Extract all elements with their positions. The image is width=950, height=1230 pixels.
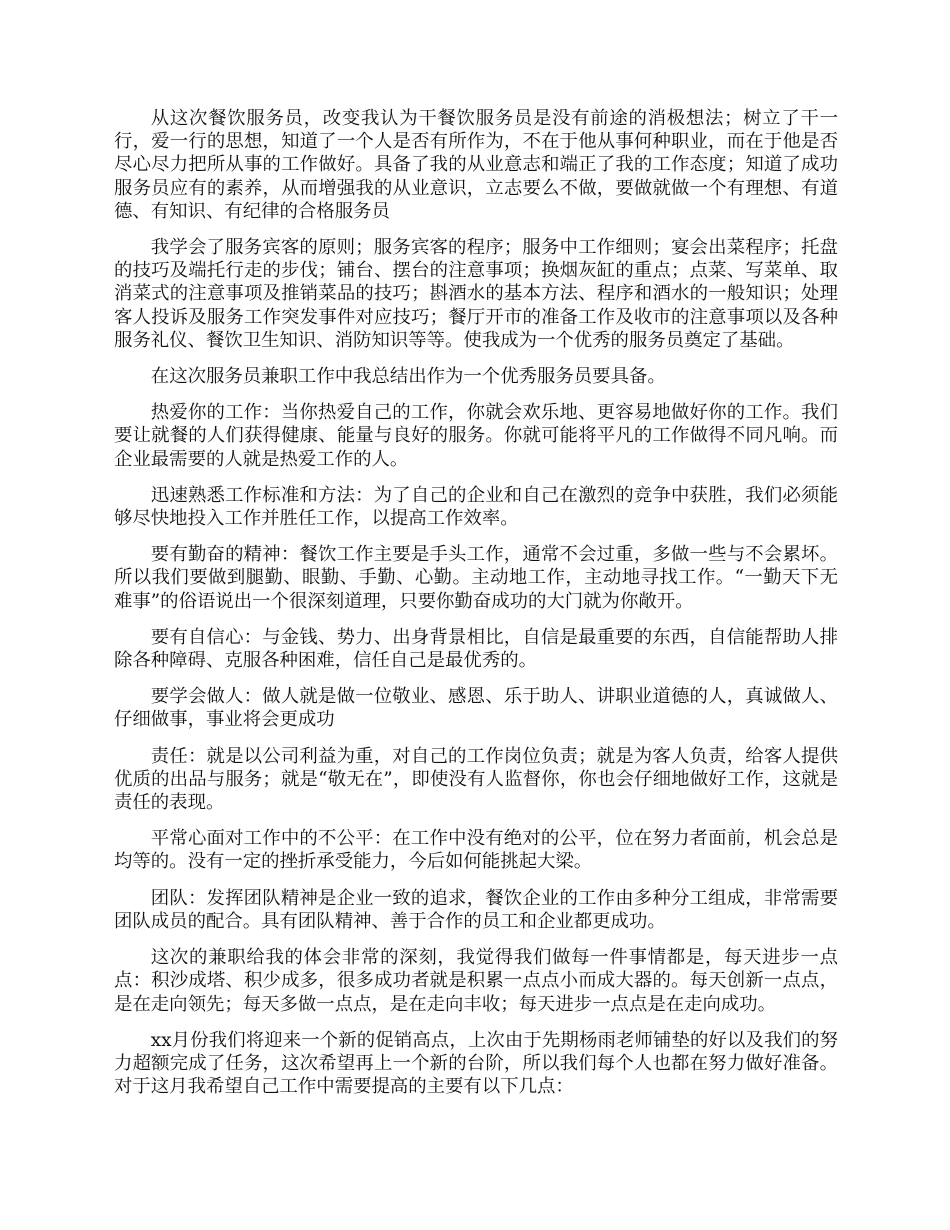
paragraph-11: 团队：发挥团队精神是企业一致的追求，餐饮企业的工作由多种分工组成，非常需要团队成员的配合。具有团队精神、善于合作的员工和企业都更成功。 <box>114 887 838 932</box>
paragraph-9: 责任：就是以公司利益为重，对自己的工作岗位负责；就是为客人负责，给客人提供优质的出品与服务；就是“敬无在”，即使没有人监督你，你也会仔细地做好工作，这就是责任的表现。 <box>114 745 838 814</box>
paragraph-6: 要有勤奋的精神：餐饮工作主要是手头工作，通常不会过重，多做一些与不会累坏。所以我们要做到腿勤、眼勤、手勤、心勤。主动地工作，主动地寻找工作。“一勤天下无难事”的俗语说出一个很深刻道理，只要你勤奋成功的大门就为你敞开。 <box>114 544 838 612</box>
paragraph-7: 要有自信心：与金钱、势力、出身背景相比，自信是最重要的东西，自信能帮助人排除各种障碍、克服各种困难，信任自己是最优秀的。 <box>114 626 838 672</box>
paragraph-12: 这次的兼职给我的体会非常的深刻，我觉得我们做每一件事情都是，每天进步一点点：积沙成塔、积少成多，很多成功者就是积累一点点小而成大器的。每天创新一点点，是在走向领先；每天多做一点点，是在走向丰收；每天进步一点点是在走向成功。 <box>114 947 838 1015</box>
paragraph-8: 要学会做人：做人就是做一位敬业、感恩、乐于助人、讲职业道德的人，真诚做人、仔细做事，事业将会更成功 <box>114 686 838 731</box>
paragraph-3: 在这次服务员兼职工作中我总结出作为一个优秀服务员要具备。 <box>150 366 666 388</box>
paragraph-1: 从这次餐饮服务员，改变我认为干餐饮服务员是没有前途的消极想法；树立了干一行，爱一行的思想，知道了一个人是否有所作为，不在于他从事何种职业，而在于他是否尽心尽力把所从事的工作做好。具备了我的从业意志和端正了我的工作态度；知道了成功服务员应有的素养，从而增强我的从业意识，立志要么不做，要做就做一个有理想、有道德、有知识、有纪律的合格服务员 <box>114 108 838 222</box>
paragraph-13: xx月份我们将迎来一个新的促销高点，上次由于先期杨雨老师铺垫的好以及我们的努力超额完成了任务，这次希望再上一个新的台阶，所以我们每个人也都在努力做好准备。 对于这月我希望自己工作中需要提高的主要有以下几点： <box>114 1029 838 1098</box>
paragraph-4: 热爱你的工作：当你热爱自己的工作，你就会欢乐地、更容易地做好你的工作。我们要让就餐的人们获得健康、能量与良好的服务。你就可能将平凡的工作做得不同凡响。而企业最需要的人就是热爱工作的人。 <box>114 402 838 470</box>
paragraph-5: 迅速熟悉工作标准和方法：为了自己的企业和自己在激烈的竞争中获胜，我们必须能够尽快地投入工作并胜任工作，以提高工作效率。 <box>114 484 838 530</box>
paragraph-2: 我学会了服务宾客的原则；服务宾客的程序；服务中工作细则；宴会出菜程序；托盘的技巧及端托行走的步伐；铺台、摆台的注意事项；换烟灰缸的重点；点菜、写菜单、取消菜式的注意事项及推销菜品的技巧；斟酒水的基本方法、程序和酒水的一般知识；处理客人投诉及服务工作突发事件对应技巧；餐厅开市的准备工作及收市的注意事项以及各种服务礼仪、餐饮卫生知识、消防知识等等。使我成为一个优秀的服务员奠定了基础。 <box>114 237 838 351</box>
document-body <box>114 107 838 1111</box>
paragraph-10: 平常心面对工作中的不公平：在工作中没有绝对的公平，位在努力者面前，机会总是均等的。没有一定的挫折承受能力，今后如何能挑起大梁。 <box>114 828 838 873</box>
